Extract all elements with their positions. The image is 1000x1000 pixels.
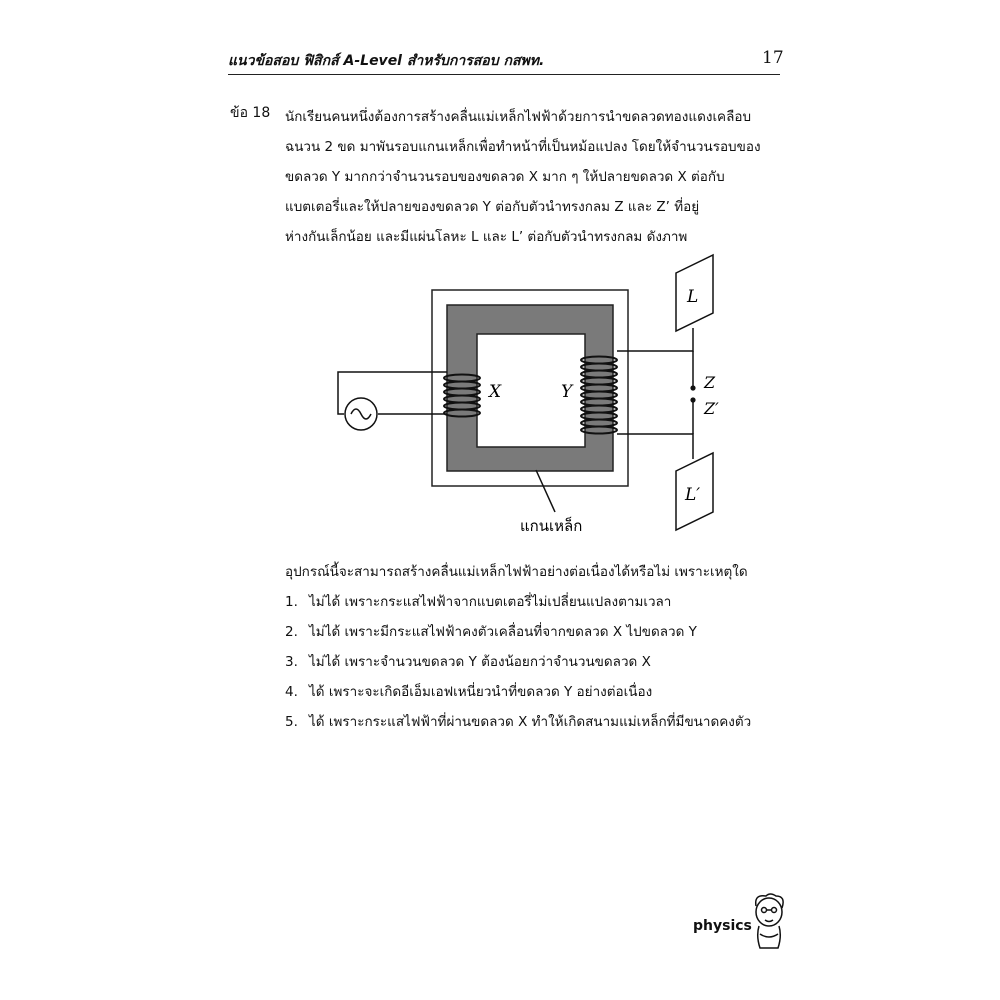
plate-l-prime-label: L′ bbox=[685, 485, 701, 505]
sphere-z-prime bbox=[690, 397, 695, 402]
choice-text: ไม่ได้ เพราะจำนวนขดลวด Y ต้องน้อยกว่าจำนวนขดลวด X bbox=[309, 654, 651, 670]
choice-number: 5. bbox=[285, 714, 298, 730]
choice-number: 2. bbox=[285, 624, 298, 640]
sphere-z bbox=[690, 385, 695, 390]
choice-number: 3. bbox=[285, 654, 298, 670]
stem-line: ห่างกันเล็กน้อย และมีแผ่นโลหะ L และ L’ ต่อกับตัวนำทรงกลม ดังภาพ bbox=[285, 229, 688, 245]
core-label: แกนเหล็ก bbox=[520, 517, 583, 535]
stem-line: แบตเตอรี่และให้ปลายของขดลวด Y ต่อกับตัวนำทรงกลม Z และ Z’ ที่อยู่ bbox=[285, 199, 700, 215]
choice-4[interactable] bbox=[285, 677, 785, 707]
choice-3[interactable] bbox=[285, 647, 785, 677]
stem-line: ขดลวด Y มากกว่าจำนวนรอบของขดลวด X มาก ๆ ให้ปลายขดลวด X ต่อกับ bbox=[285, 169, 725, 185]
question-number: ข้อ 18 bbox=[230, 105, 271, 121]
coil-x bbox=[444, 375, 480, 417]
choice-number: 1. bbox=[285, 594, 298, 610]
stem-line: ฉนวน 2 ขด มาพันรอบแกนเหล็กเพื่อทำหน้าที่เป็นหม้อแปลง โดยให้จำนวนรอบของ bbox=[285, 139, 761, 155]
choice-text: ได้ เพราะกระแสไฟฟ้าที่ผ่านขดลวด X ทำให้เกิดสนามแม่เหล็กที่มีขนาดคงตัว bbox=[309, 714, 752, 730]
question-prompt: อุปกรณ์นี้จะสามารถสร้างคลื่นแม่เหล็กไฟฟ้าอย่างต่อเนื่องได้หรือไม่ เพราะเหตุใด bbox=[285, 564, 748, 580]
sphere-z-prime-label: Z′ bbox=[704, 399, 719, 418]
choice-number: 4. bbox=[285, 684, 298, 700]
footer-brand: physics bbox=[693, 918, 752, 934]
header-title: แนวข้อสอบ ฟิสิกส์ A-Level สำหรับการสอบ กสพท. bbox=[228, 53, 545, 69]
plate-l-label: L bbox=[687, 287, 699, 307]
choice-2[interactable] bbox=[285, 617, 785, 647]
choice-text: ได้ เพราะจะเกิดอีเอ็มเอฟเหนี่ยวนำที่ขดลวด Y อย่างต่อเนื่อง bbox=[309, 684, 653, 700]
answer-choices bbox=[285, 587, 785, 737]
coil-x-label: X bbox=[489, 382, 502, 402]
page-number: 17 bbox=[762, 48, 784, 68]
choice-5[interactable] bbox=[285, 707, 785, 737]
stem-line: นักเรียนคนหนึ่งต้องการสร้างคลื่นแม่เหล็กไฟฟ้าด้วยการนำขดลวดทองแดงเคลือบ bbox=[285, 109, 752, 125]
choice-text: ไม่ได้ เพราะมีกระแสไฟฟ้าคงตัวเคลื่อนที่จากขดลวด X ไปขดลวด Y bbox=[309, 624, 697, 640]
choice-text: ไม่ได้ เพราะกระแสไฟฟ้าจากแบตเตอรี่ไม่เปลี่ยนแปลงตามเวลา bbox=[309, 594, 672, 610]
mascot-icon bbox=[748, 892, 790, 952]
coil-y-label: Y bbox=[561, 382, 573, 402]
choice-1[interactable] bbox=[285, 587, 785, 617]
sphere-z-label: Z bbox=[704, 373, 716, 392]
